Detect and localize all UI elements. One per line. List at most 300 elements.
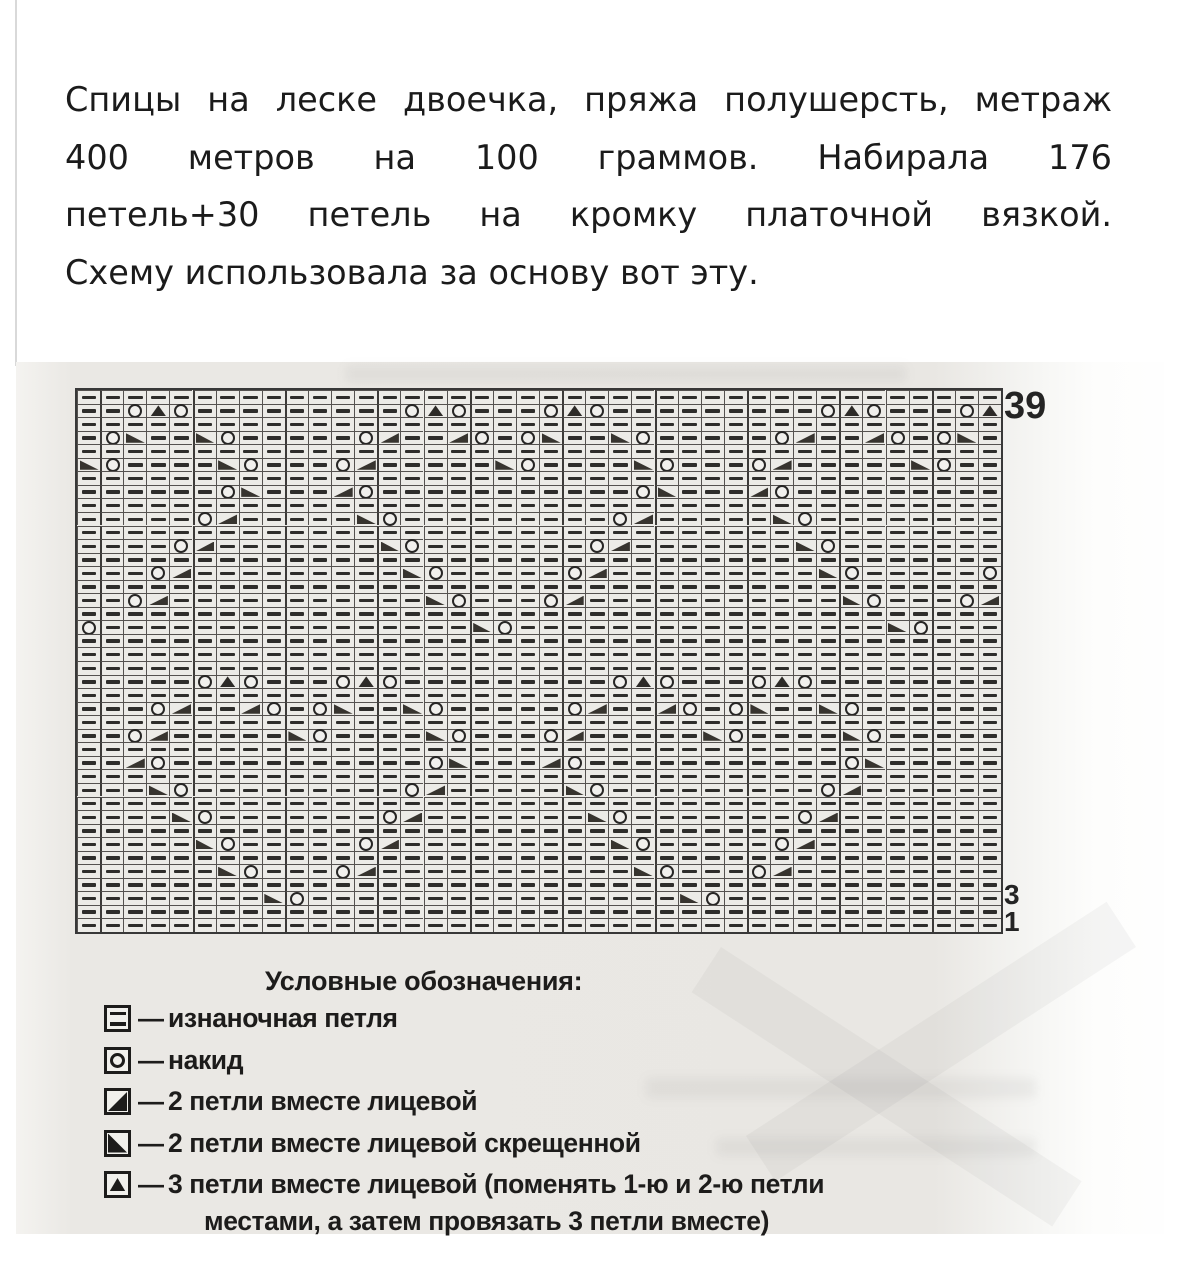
chart-cell-purl	[978, 837, 1001, 851]
chart-cell-purl	[770, 756, 793, 770]
chart-cell-purl	[793, 593, 816, 607]
chart-cell-purl	[216, 878, 239, 892]
chart-cell-purl	[562, 417, 585, 431]
chart-cell-purl	[193, 444, 216, 458]
chart-cell-purl	[562, 918, 585, 932]
chart-cell-purl	[909, 756, 932, 770]
chart-cell-purl	[886, 634, 909, 648]
chart-cell-purl	[631, 471, 654, 485]
chart-cell-purl	[562, 661, 585, 675]
chart-cell-purl	[747, 607, 770, 621]
chart-cell-purl	[262, 756, 285, 770]
chart-cell-purl	[978, 918, 1001, 932]
chart-cell-purl	[724, 471, 747, 485]
chart-cell-purl	[377, 851, 400, 865]
chart-cell-purl	[447, 444, 470, 458]
chart-cell-purl	[770, 444, 793, 458]
chart-cell-k2tog-tbl	[193, 431, 216, 445]
chart-cell-purl	[909, 729, 932, 743]
chart-cell-purl	[585, 512, 608, 526]
chart-cell-purl	[424, 417, 447, 431]
chart-cell-purl	[262, 607, 285, 621]
chart-cell-purl	[909, 634, 932, 648]
knitting-scheme-scan	[16, 362, 1164, 1234]
chart-cell-purl	[862, 580, 885, 594]
chart-cell-purl	[816, 647, 839, 661]
chart-cell-purl	[400, 769, 423, 783]
chart-cell-purl	[400, 647, 423, 661]
chart-cell-purl	[169, 918, 192, 932]
chart-cell-purl	[978, 675, 1001, 689]
chart-cell-purl	[331, 729, 354, 743]
chart-cell-purl	[955, 824, 978, 838]
chart-cell-purl	[562, 647, 585, 661]
chart-cell-purl	[886, 891, 909, 905]
chart-cell-purl	[562, 458, 585, 472]
chart-cell-purl	[701, 620, 724, 634]
chart-cell-purl	[123, 702, 146, 716]
legend-dash: —	[138, 1169, 164, 1199]
chart-cell-purl	[585, 905, 608, 919]
paragraph-line: петель+30 петель на кромку платочной вязкой.	[65, 195, 1112, 234]
chart-cell-purl	[77, 688, 100, 702]
chart-cell-purl	[377, 444, 400, 458]
chart-cell-yarnover	[562, 702, 585, 716]
chart-cell-purl	[100, 797, 123, 811]
chart-cell-purl	[331, 607, 354, 621]
chart-cell-yarnover	[839, 702, 862, 716]
chart-cell-purl	[424, 620, 447, 634]
chart-cell-purl	[539, 702, 562, 716]
chart-cell-purl	[100, 918, 123, 932]
chart-cell-purl	[747, 918, 770, 932]
chart-cell-purl	[701, 661, 724, 675]
chart-cell-purl	[169, 851, 192, 865]
chart-cell-purl	[932, 824, 955, 838]
chart-cell-purl	[539, 769, 562, 783]
chart-cell-k2tog	[377, 431, 400, 445]
chart-cell-purl	[470, 756, 493, 770]
chart-cell-purl	[955, 675, 978, 689]
chart-cell-purl	[585, 607, 608, 621]
chart-cell-purl	[123, 607, 146, 621]
chart-cell-purl	[239, 498, 262, 512]
chart-cell-purl	[100, 661, 123, 675]
chart-cell-purl	[516, 526, 539, 540]
chart-cell-purl	[377, 864, 400, 878]
chart-cell-purl	[539, 851, 562, 865]
chart-cell-purl	[377, 580, 400, 594]
chart-cell-purl	[862, 390, 885, 404]
chart-cell-purl	[447, 864, 470, 878]
chart-cell-purl	[123, 769, 146, 783]
chart-cell-purl	[724, 918, 747, 932]
chart-cell-purl	[377, 647, 400, 661]
chart-cell-purl	[655, 539, 678, 553]
chart-cell-purl	[608, 661, 631, 675]
chart-cell-purl	[678, 851, 701, 865]
chart-cell-purl	[331, 431, 354, 445]
chart-cell-yarnover	[539, 729, 562, 743]
chart-cell-purl	[955, 878, 978, 892]
chart-cell-purl	[100, 905, 123, 919]
chart-cell-purl	[493, 878, 516, 892]
chart-cell-purl	[193, 688, 216, 702]
chart-cell-purl	[331, 837, 354, 851]
chart-cell-purl	[123, 390, 146, 404]
chart-cell-purl	[886, 715, 909, 729]
chart-cell-purl	[678, 878, 701, 892]
chart-cell-purl	[331, 620, 354, 634]
chart-cell-purl	[146, 824, 169, 838]
chart-cell-purl	[747, 539, 770, 553]
chart-cell-purl	[770, 729, 793, 743]
chart-cell-purl	[285, 824, 308, 838]
chart-cell-purl	[724, 837, 747, 851]
chart-cell-purl	[493, 675, 516, 689]
chart-cell-purl	[724, 851, 747, 865]
chart-cell-purl	[655, 417, 678, 431]
chart-cell-yarnover	[169, 783, 192, 797]
chart-cell-k2tog	[239, 702, 262, 716]
chart-cell-purl	[932, 688, 955, 702]
chart-cell-purl	[400, 512, 423, 526]
chart-cell-purl	[100, 512, 123, 526]
chart-cell-purl	[955, 769, 978, 783]
chart-cell-purl	[631, 553, 654, 567]
chart-cell-purl	[100, 824, 123, 838]
chart-cell-purl	[562, 864, 585, 878]
chart-cell-purl	[216, 756, 239, 770]
chart-cell-purl	[146, 431, 169, 445]
chart-cell-purl	[146, 864, 169, 878]
chart-cell-purl	[216, 742, 239, 756]
chart-cell-purl	[285, 864, 308, 878]
chart-cell-purl	[724, 715, 747, 729]
chart-cell-purl	[839, 878, 862, 892]
chart-cell-purl	[932, 864, 955, 878]
chart-cell-purl	[100, 702, 123, 716]
chart-cell-purl	[585, 688, 608, 702]
chart-cell-purl	[123, 797, 146, 811]
chart-cell-purl	[955, 715, 978, 729]
chart-cell-purl	[331, 593, 354, 607]
chart-cell-purl	[747, 634, 770, 648]
chart-cell-k3tog	[978, 404, 1001, 418]
chart-cell-purl	[516, 851, 539, 865]
chart-cell-purl	[701, 498, 724, 512]
chart-cell-purl	[400, 756, 423, 770]
chart-cell-purl	[216, 783, 239, 797]
chart-cell-purl	[470, 512, 493, 526]
chart-cell-purl	[400, 444, 423, 458]
chart-cell-purl	[400, 471, 423, 485]
chart-cell-purl	[909, 837, 932, 851]
chart-cell-purl	[400, 864, 423, 878]
chart-cell-purl	[816, 837, 839, 851]
chart-cell-purl	[793, 566, 816, 580]
chart-cell-purl	[516, 702, 539, 716]
chart-cell-purl	[354, 715, 377, 729]
chart-cell-purl	[770, 905, 793, 919]
chart-cell-purl	[608, 404, 631, 418]
chart-cell-purl	[655, 634, 678, 648]
chart-cell-purl	[909, 661, 932, 675]
chart-cell-purl	[562, 797, 585, 811]
chart-cell-purl	[470, 634, 493, 648]
chart-cell-purl	[770, 891, 793, 905]
chart-cell-purl	[562, 444, 585, 458]
chart-cell-purl	[169, 905, 192, 919]
chart-cell-purl	[724, 526, 747, 540]
chart-cell-purl	[608, 715, 631, 729]
chart-cell-purl	[862, 837, 885, 851]
chart-cell-yarnover	[123, 593, 146, 607]
chart-cell-purl	[862, 742, 885, 756]
chart-cell-purl	[862, 769, 885, 783]
chart-cell-purl	[331, 742, 354, 756]
chart-cell-purl	[493, 742, 516, 756]
chart-cell-purl	[539, 458, 562, 472]
chart-cell-purl	[123, 742, 146, 756]
chart-cell-purl	[886, 417, 909, 431]
chart-cell-purl	[216, 471, 239, 485]
chart-cell-purl	[816, 417, 839, 431]
chart-cell-k2tog-tbl	[77, 458, 100, 472]
chart-cell-purl	[701, 851, 724, 865]
chart-cell-purl	[862, 647, 885, 661]
chart-cell-purl	[724, 458, 747, 472]
chart-cell-purl	[955, 647, 978, 661]
chart-cell-purl	[978, 905, 1001, 919]
chart-cell-yarnover	[239, 675, 262, 689]
chart-cell-purl	[562, 607, 585, 621]
chart-cell-purl	[77, 444, 100, 458]
chart-cell-purl	[308, 404, 331, 418]
chart-cell-purl	[909, 512, 932, 526]
chart-cell-purl	[285, 905, 308, 919]
chart-cell-purl	[608, 769, 631, 783]
chart-cell-purl	[747, 756, 770, 770]
chart-cell-purl	[955, 539, 978, 553]
chart-cell-purl	[701, 647, 724, 661]
chart-cell-purl	[747, 878, 770, 892]
chart-cell-purl	[770, 607, 793, 621]
chart-cell-purl	[724, 431, 747, 445]
chart-cell-purl	[447, 607, 470, 621]
chart-cell-purl	[909, 810, 932, 824]
chart-cell-purl	[400, 715, 423, 729]
chart-cell-purl	[793, 715, 816, 729]
chart-cell-purl	[978, 512, 1001, 526]
legend-item-label: изнаночная петля	[168, 1003, 398, 1033]
chart-cell-k2tog	[169, 702, 192, 716]
chart-cell-purl	[216, 729, 239, 743]
chart-cell-purl	[862, 783, 885, 797]
chart-cell-purl	[886, 864, 909, 878]
chart-cell-yarnover	[216, 431, 239, 445]
chart-cell-purl	[447, 769, 470, 783]
chart-cell-purl	[77, 729, 100, 743]
chart-cell-purl	[608, 566, 631, 580]
chart-cell-purl	[400, 390, 423, 404]
chart-cell-purl	[793, 729, 816, 743]
chart-cell-purl	[146, 675, 169, 689]
chart-cell-purl	[585, 431, 608, 445]
chart-cell-purl	[493, 851, 516, 865]
chart-cell-purl	[516, 810, 539, 824]
chart-cell-purl	[886, 566, 909, 580]
chart-cell-purl	[146, 498, 169, 512]
chart-cell-purl	[239, 620, 262, 634]
chart-cell-k3tog	[354, 675, 377, 689]
chart-cell-purl	[585, 918, 608, 932]
chart-cell-purl	[724, 512, 747, 526]
chart-cell-purl	[308, 797, 331, 811]
chart-cell-purl	[562, 580, 585, 594]
chart-cell-purl	[77, 498, 100, 512]
chart-cell-purl	[146, 526, 169, 540]
chart-cell-purl	[146, 471, 169, 485]
chart-cell-purl	[262, 878, 285, 892]
chart-cell-yarnover	[400, 783, 423, 797]
scan-artifact	[346, 366, 906, 382]
chart-cell-purl	[470, 458, 493, 472]
chart-cell-purl	[539, 783, 562, 797]
chart-cell-purl	[308, 878, 331, 892]
chart-cell-k3tog	[216, 675, 239, 689]
chart-cell-purl	[493, 498, 516, 512]
chart-cell-purl	[932, 891, 955, 905]
chart-cell-purl	[331, 404, 354, 418]
chart-cell-purl	[447, 390, 470, 404]
chart-cell-yarnover	[100, 431, 123, 445]
chart-cell-purl	[100, 566, 123, 580]
chart-cell-purl	[516, 688, 539, 702]
chart-cell-purl	[308, 756, 331, 770]
chart-cell-yarnover	[193, 512, 216, 526]
chart-cell-purl	[285, 485, 308, 499]
chart-cell-purl	[193, 851, 216, 865]
chart-cell-purl	[608, 390, 631, 404]
chart-cell-purl	[678, 390, 701, 404]
chart-cell-purl	[839, 769, 862, 783]
chart-cell-purl	[285, 702, 308, 716]
chart-cell-purl	[470, 905, 493, 919]
chart-cell-purl	[886, 593, 909, 607]
chart-cell-yarnover	[608, 675, 631, 689]
chart-cell-yarnover	[516, 431, 539, 445]
chart-cell-k2tog	[793, 431, 816, 445]
chart-cell-purl	[747, 498, 770, 512]
chart-cell-purl	[816, 769, 839, 783]
chart-cell-purl	[262, 797, 285, 811]
chart-cell-purl	[770, 878, 793, 892]
chart-cell-purl	[701, 878, 724, 892]
chart-cell-purl	[516, 918, 539, 932]
chart-cell-purl	[516, 824, 539, 838]
chart-cell-purl	[493, 390, 516, 404]
chart-cell-purl	[747, 905, 770, 919]
chart-cell-purl	[862, 539, 885, 553]
chart-cell-purl	[285, 471, 308, 485]
chart-cell-purl	[470, 729, 493, 743]
chart-cell-purl	[400, 580, 423, 594]
chart-cell-purl	[77, 864, 100, 878]
chart-cell-purl	[839, 905, 862, 919]
chart-cell-purl	[123, 864, 146, 878]
chart-cell-purl	[424, 580, 447, 594]
chart-cell-purl	[793, 891, 816, 905]
chart-cell-k2tog	[193, 539, 216, 553]
chart-cell-purl	[701, 390, 724, 404]
chart-cell-yarnover	[955, 593, 978, 607]
chart-cell-purl	[539, 837, 562, 851]
chart-cell-purl	[354, 526, 377, 540]
chart-cell-purl	[193, 715, 216, 729]
chart-cell-purl	[216, 688, 239, 702]
chart-cell-purl	[193, 864, 216, 878]
chart-cell-purl	[239, 390, 262, 404]
chart-cell-yarnover	[816, 783, 839, 797]
chart-cell-purl	[262, 715, 285, 729]
chart-cell-purl	[285, 566, 308, 580]
chart-cell-purl	[862, 715, 885, 729]
chart-cell-k2tog	[424, 783, 447, 797]
chart-cell-purl	[631, 729, 654, 743]
chart-cell-purl	[146, 539, 169, 553]
chart-cell-purl	[608, 729, 631, 743]
chart-cell-purl	[493, 512, 516, 526]
chart-cell-purl	[285, 607, 308, 621]
chart-cell-k2tog-tbl	[377, 539, 400, 553]
k2tog-icon	[104, 1088, 131, 1115]
chart-cell-purl	[608, 891, 631, 905]
chart-cell-purl	[724, 553, 747, 567]
chart-cell-k2tog-tbl	[886, 620, 909, 634]
chart-cell-purl	[701, 756, 724, 770]
chart-cell-purl	[331, 634, 354, 648]
chart-cell-purl	[308, 675, 331, 689]
chart-cell-purl	[747, 404, 770, 418]
chart-cell-purl	[678, 634, 701, 648]
chart-cell-purl	[678, 471, 701, 485]
chart-cell-k2tog	[400, 810, 423, 824]
chart-cell-purl	[262, 512, 285, 526]
chart-cell-purl	[585, 634, 608, 648]
chart-cell-purl	[400, 905, 423, 919]
chart-cell-purl	[377, 715, 400, 729]
chart-cell-purl	[793, 756, 816, 770]
chart-cell-purl	[447, 851, 470, 865]
chart-cell-purl	[631, 404, 654, 418]
chart-cell-purl	[747, 526, 770, 540]
chart-cell-purl	[978, 715, 1001, 729]
chart-cell-purl	[400, 458, 423, 472]
chart-cell-purl	[539, 526, 562, 540]
chart-cell-purl	[932, 675, 955, 689]
chart-cell-yarnover	[424, 566, 447, 580]
chart-cell-purl	[100, 715, 123, 729]
chart-cell-yarnover	[978, 566, 1001, 580]
chart-cell-yarnover	[955, 404, 978, 418]
chart-cell-k2tog-tbl	[493, 458, 516, 472]
chart-cell-purl	[608, 647, 631, 661]
chart-cell-purl	[100, 688, 123, 702]
chart-cell-purl	[239, 553, 262, 567]
chart-cell-purl	[169, 634, 192, 648]
chart-cell-k2tog-tbl	[631, 458, 654, 472]
